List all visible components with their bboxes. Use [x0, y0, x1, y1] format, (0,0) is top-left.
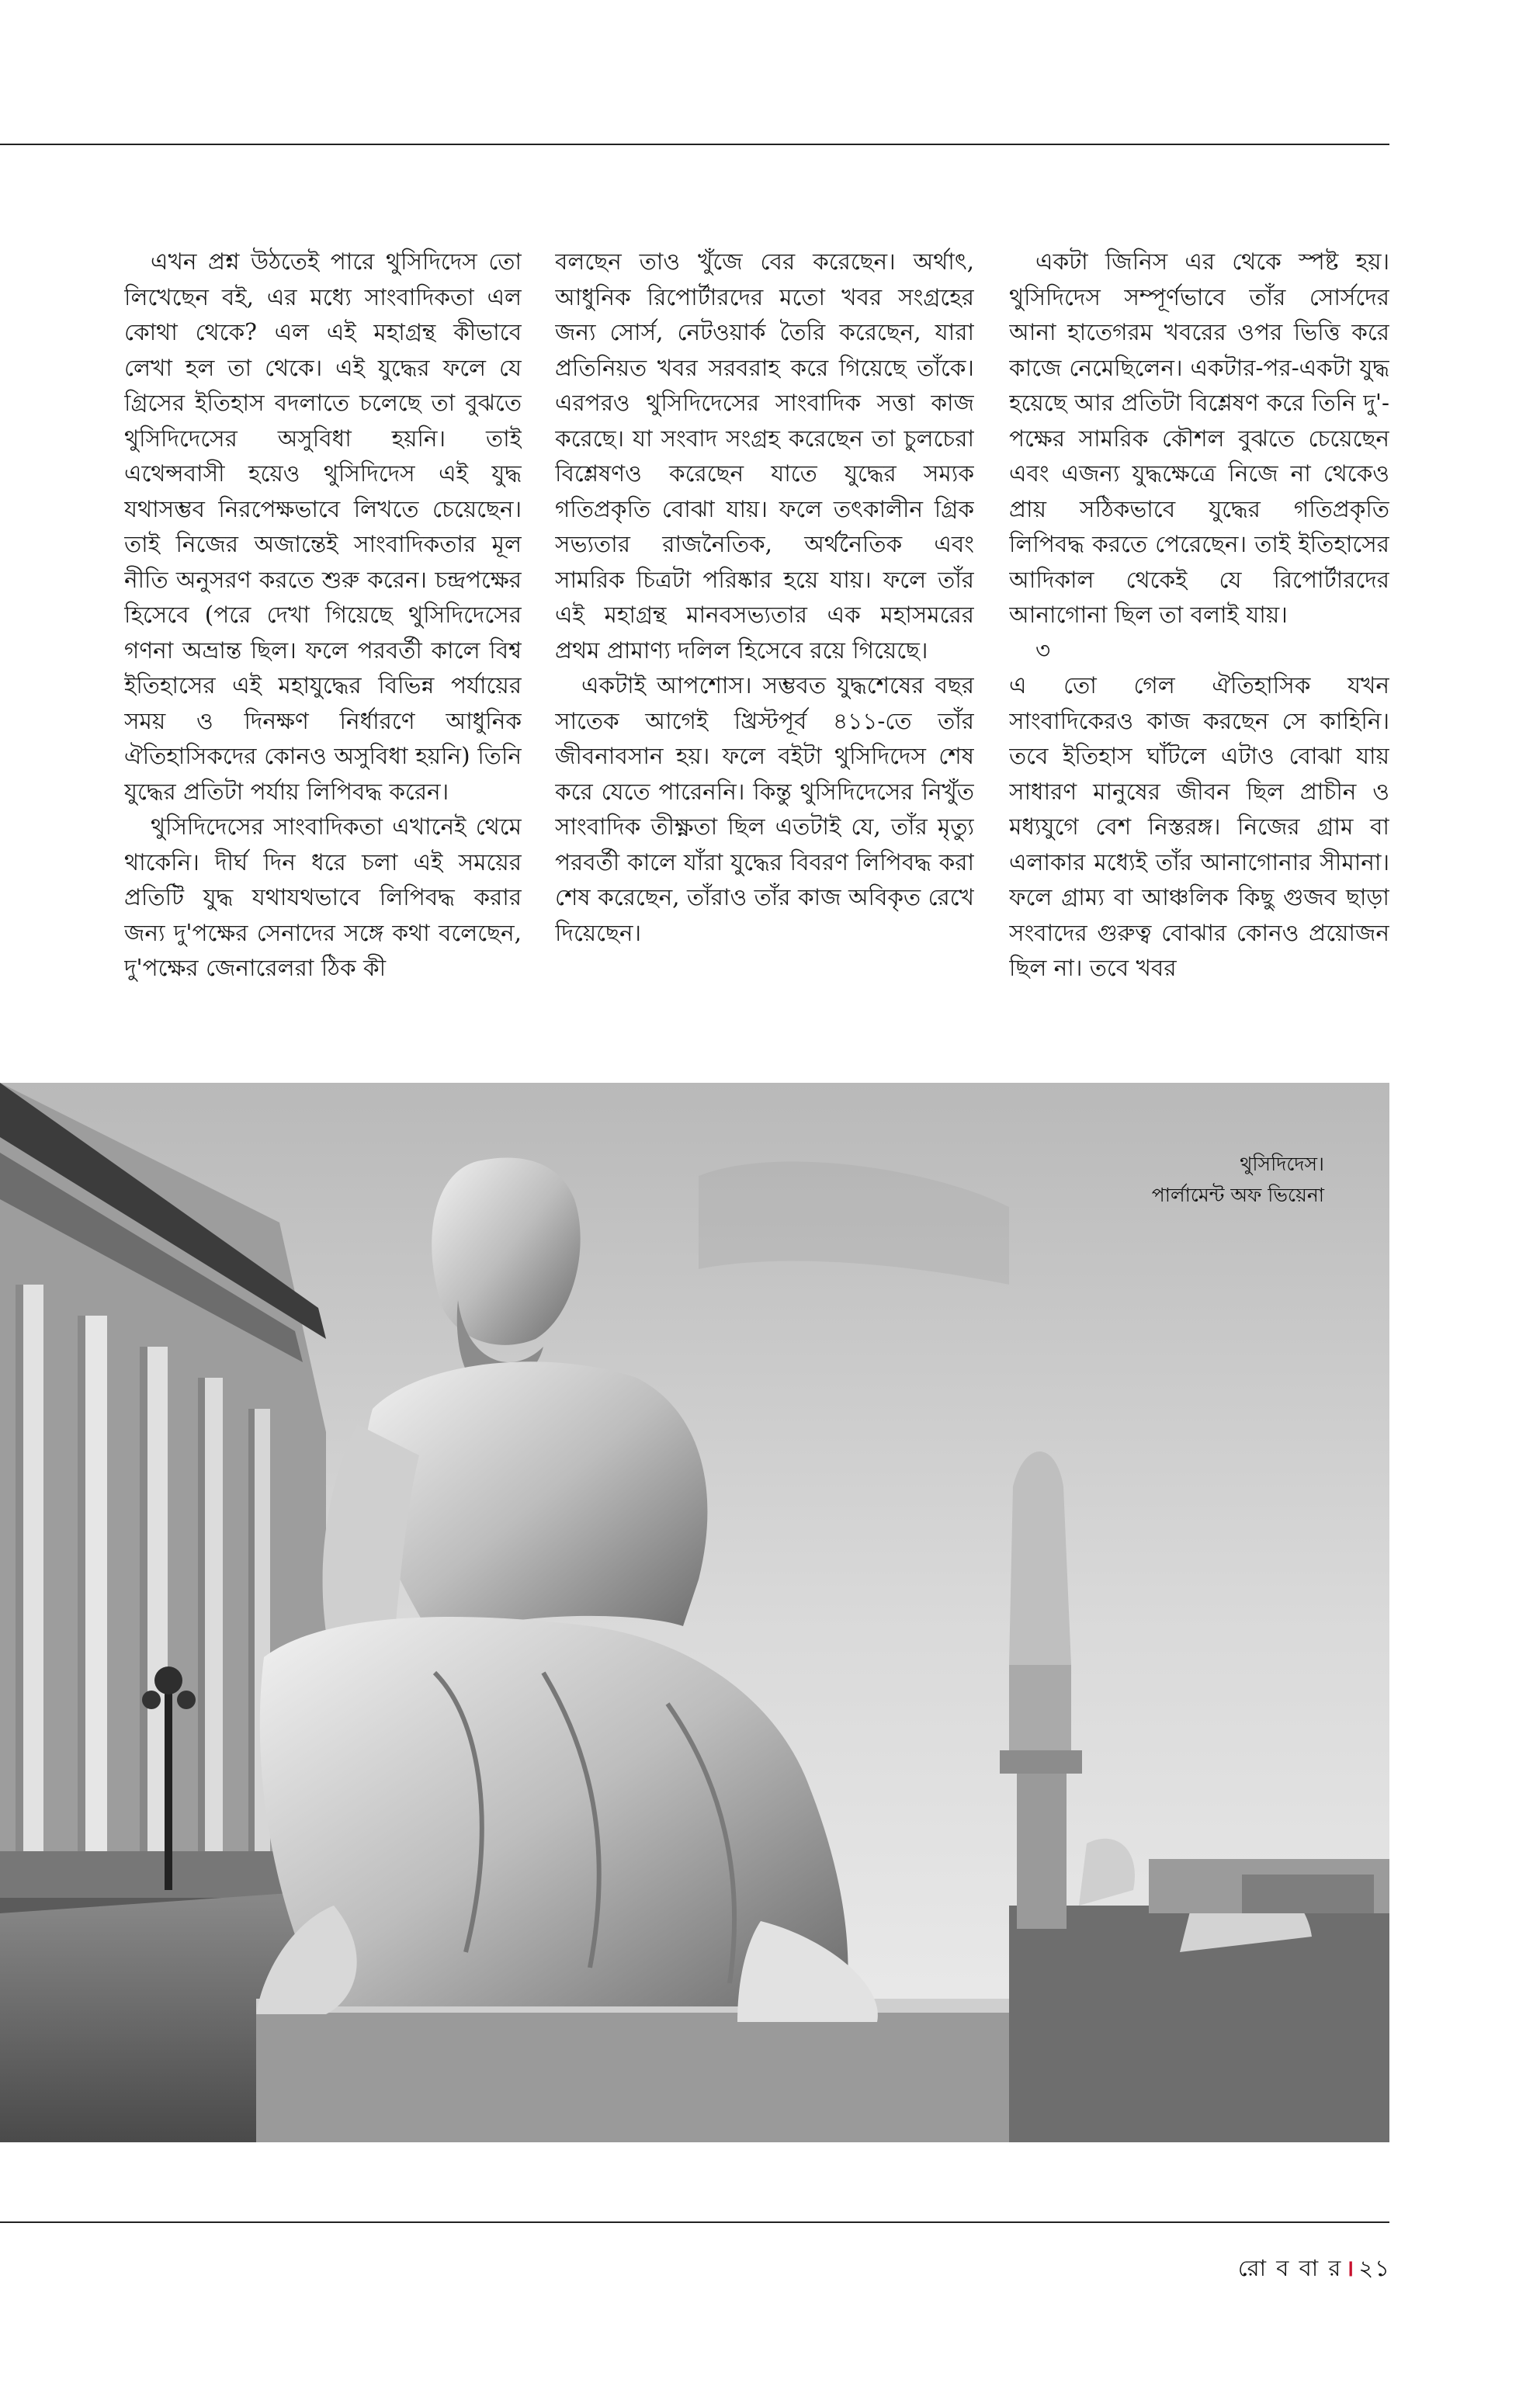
statue-photo: [0, 1083, 1389, 2142]
caption-line: পার্লামেন্ট অফ ভিয়েনা: [1151, 1184, 1324, 1206]
page-footer: [1238, 2251, 1391, 2289]
text-column-1: [124, 245, 522, 1052]
top-rule: [0, 144, 1389, 145]
paragraph: একটাই আপশোস। সম্ভবত যুদ্ধশেষের বছর সাতেক আগেই খ্রিস্টপূর্ব ৪১১-তে তাঁর জীবনাবসান হয়। ফলে বইটা থুসিদিদেস শেষ করে যেতে পারেননি। কিন্তু থুসিদিদেসের নিখুঁত সাংবাদিক তীক্ষ্ণতা ছিল এতটাই যে, তাঁর মৃত্যু পরবর্তী কালে যাঁরা যুদ্ধের বিবরণ লিপিবদ্ধ করা শেষ করেছেন, তাঁরাও তাঁর কাজ অবিকৃত রেখে দিয়েছেন।: [555, 672, 974, 946]
photo-caption: [1152, 1149, 1324, 1211]
magazine-name: রো ব বা র: [1237, 2255, 1343, 2281]
paragraph: বলছেন তাও খুঁজে বের করেছেন। অর্থাৎ, আধুনিক রিপোর্টারদের মতো খবর সংগ্রহের জন্য সোর্স, নেটওয়ার্ক তৈরি করেছেন, যারা প্রতিনিয়ত খবর সরবরাহ করে গিয়েছে তাঁকে। এরপরও থুসিদিদেসের সাংবাদিক সত্তা কাজ করেছে। যা সংবাদ সংগ্রহ করেছেন তা চুলচেরা বিশ্লেষণও করেছেন যাতে যুদ্ধের সম্যক গতিপ্রকৃতি বোঝা যায়। ফলে তৎকালীন গ্রিক সভ্যতার রাজনৈতিক, অর্থনৈতিক এবং সামরিক চিত্রটা পরিষ্কার হয়ে যায়। ফলে তাঁর এই মহাগ্রন্থ মানবসভ্যতার এক মহাসমরের প্রথম প্রামাণ্য দলিল হিসেবে রয়ে গিয়েছে।: [555, 248, 974, 664]
paragraph: থুসিদিদেসের সাংবাদিকতা এখানেই থেমে থাকেনি। দীর্ঘ দিন ধরে চলা এই সময়ের প্রতিটি যুদ্ধ যথাযথভাবে লিপিবদ্ধ করার জন্য দু'পক্ষের সেনাদের সঙ্গে কথা বলেছেন, দু'পক্ষের জেনারেলরা ঠিক কী: [124, 813, 522, 981]
footer-separator: ।: [1345, 2255, 1356, 2281]
paragraph: এ তো গেল ঐতিহাসিক যখন সাংবাদিকেরও কাজ করছেন সে কাহিনি। তবে ইতিহাস ঘাঁটলে এটাও বোঝা যায় সাধারণ মানুষের জীবন ছিল প্রাচীন ও মধ্যযুগে বেশ নিস্তরঙ্গ। নিজের গ্রাম বা এলাকার মধ্যেই তাঁর আনাগোনার সীমানা। ফলে গ্রাম্য বা আঞ্চলিক কিছু গুজব ছাড়া সংবাদের গুরুত্ব বোঝার কোনও প্রয়োজন ছিল না। তবে খবর: [1009, 672, 1389, 981]
caption-line: থুসিদিদেস।: [1240, 1153, 1324, 1175]
paragraph: একটা জিনিস এর থেকে স্পষ্ট হয়। থুসিদিদেস সম্পূর্ণভাবে তাঁর সোর্সদের আনা হাতেগরম খবরের ওপর ভিত্তি করে কাজে নেমেছিলেন। একটার-পর-একটা যুদ্ধ হয়েছে আর প্রতিটা বিশ্লেষণ করে তিনি দু'-পক্ষের সামরিক কৌশল বুঝতে চেয়েছেন এবং এজন্য যুদ্ধক্ষেত্রে নিজে না থেকেও প্রায় সঠিকভাবে যুদ্ধের গতিপ্রকৃতি লিপিবদ্ধ করতে পেরেছেন। তাই ইতিহাসের আদিকাল থেকেই যে রিপোর্টারদের আনাগোনা ছিল তা বলাই যায়।: [1009, 248, 1389, 628]
text-column-3: [1009, 245, 1389, 1052]
section-number: ৩: [1035, 636, 1051, 664]
page-number: ২১: [1358, 2255, 1391, 2281]
bottom-rule: [0, 2221, 1389, 2223]
paragraph: এখন প্রশ্ন উঠতেই পারে থুসিদিদেস তো লিখেছেন বই, এর মধ্যে সাংবাদিকতা এল কোথা থেকে? এল এই মহাগ্রন্থ কীভাবে লেখা হল তা থেকে। এই যুদ্ধের ফলে যে গ্রিসের ইতিহাস বদলাতে চলেছে তা বুঝতে থুসিদিদেসের অসুবিধা হয়নি। তাই এথেন্সবাসী হয়েও থুসিদিদেস এই যুদ্ধ যথাসম্ভব নিরপেক্ষভাবে লিখতে চেয়েছেন। তাই নিজের অজান্তেই সাংবাদিকতার মূল নীতি অনুসরণ করতে শুরু করেন। চন্দ্রপক্ষের হিসেবে (পরে দেখা গিয়েছে থুসিদিদেসের গণনা অভ্রান্ত ছিল। ফলে পরবর্তী কালে বিশ্ব ইতিহাসের এই মহাযুদ্ধের বিভিন্ন পর্যায়ের সময় ও দিনক্ষণ নির্ধারণে আধুনিক ঐতিহাসিকদের কোনও অসুবিধা হয়নি) তিনি যুদ্ধের প্রতিটা পর্যায় লিপিবদ্ধ করেন।: [124, 248, 522, 805]
text-column-2: [555, 245, 974, 1052]
